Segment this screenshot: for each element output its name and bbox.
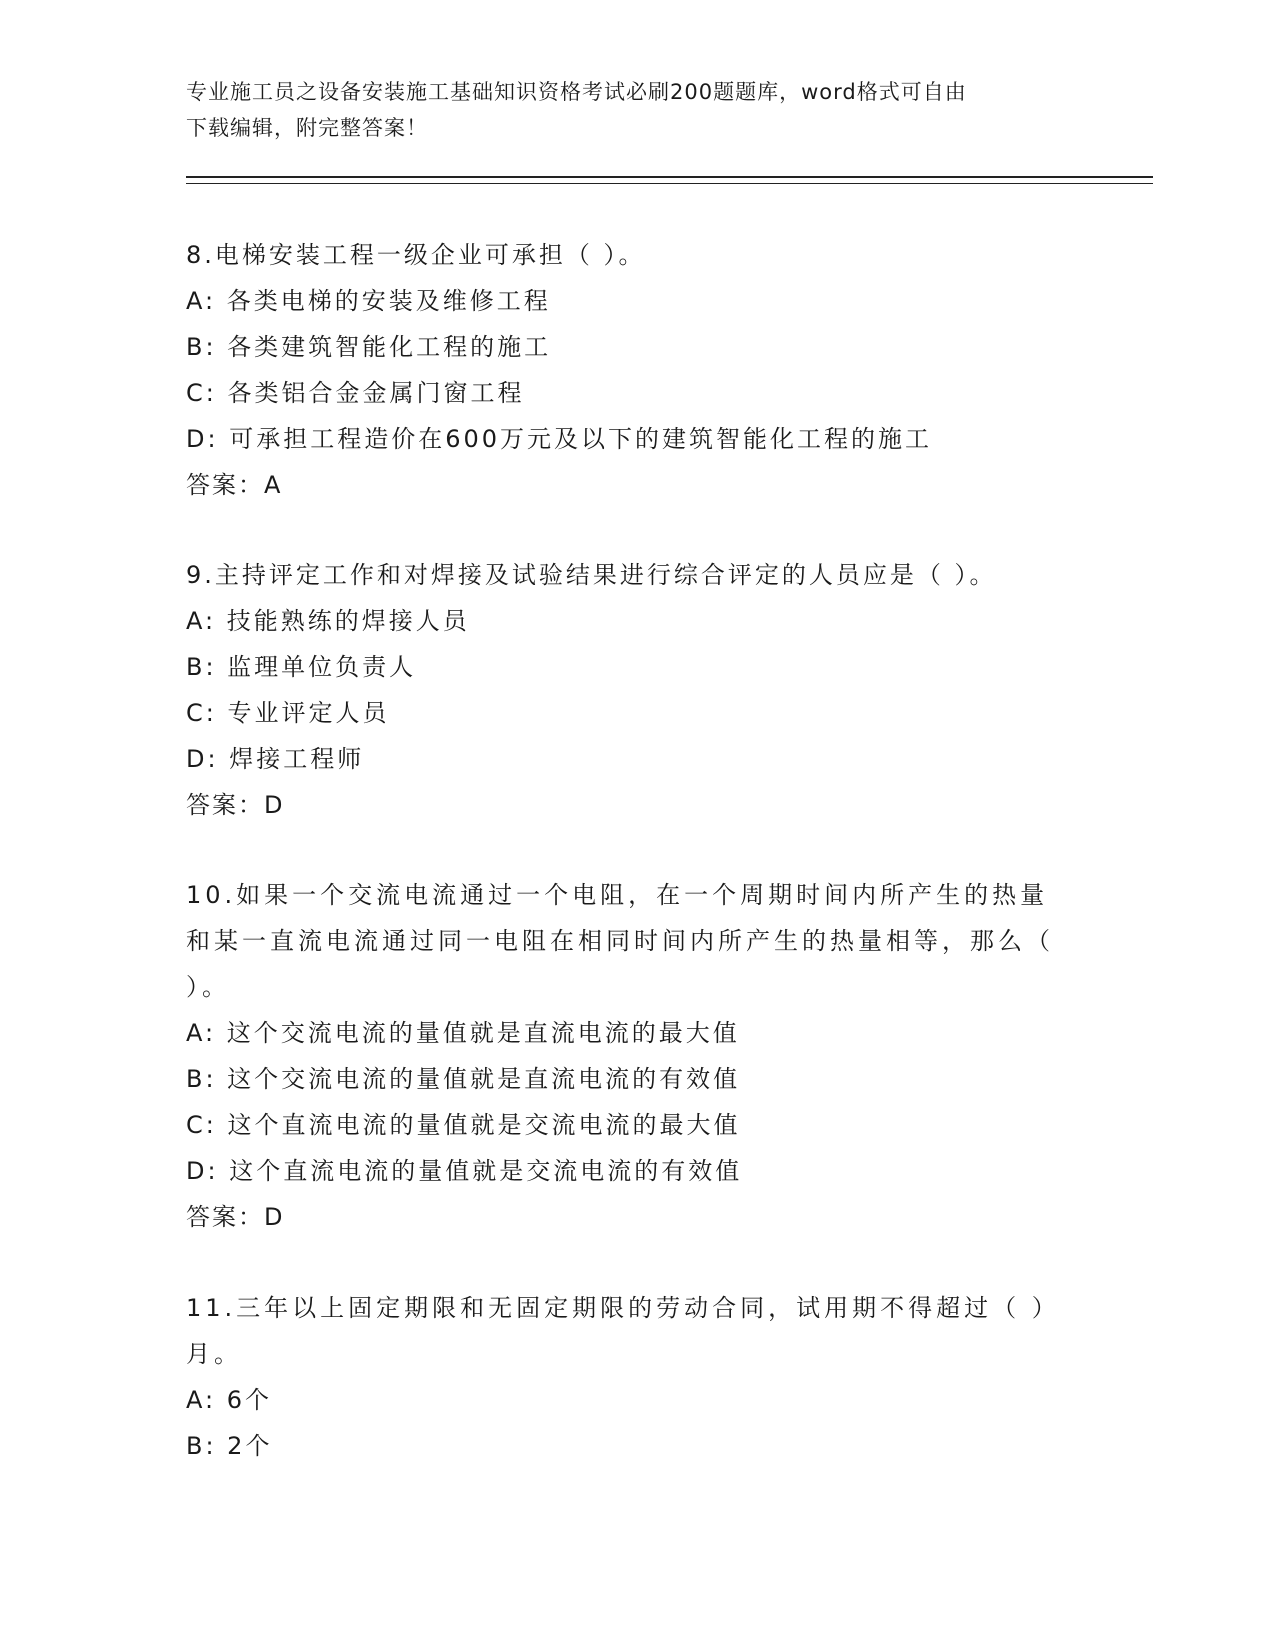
option-a: A: 各类电梯的安装及维修工程 xyxy=(186,287,551,315)
option-a: A: 6个 xyxy=(186,1386,272,1414)
option-d: D: 焊接工程师 xyxy=(186,745,365,773)
question-8 xyxy=(186,232,1106,508)
question-stem: 8.电梯安装工程一级企业可承担（ ）。 xyxy=(186,241,646,269)
document-header xyxy=(186,74,1086,146)
option-b: B: 2个 xyxy=(186,1432,273,1460)
answer: 答案：D xyxy=(186,791,285,819)
option-d: D: 这个直流电流的量值就是交流电流的有效值 xyxy=(186,1157,743,1185)
question-stem: 11.三年以上固定期限和无固定期限的劳动合同，试用期不得超过（ ）月。 xyxy=(186,1294,1060,1368)
option-b: B: 监理单位负责人 xyxy=(186,653,417,681)
option-b: B: 各类建筑智能化工程的施工 xyxy=(186,333,552,361)
question-stem: 10.如果一个交流电流通过一个电阻，在一个周期时间内所产生的热量和某一直流电流通过同一电阻在相同时间内所产生的热量相等，那么（ ）。 xyxy=(186,881,1054,1001)
header-title-line-2: 下载编辑，附完整答案！ xyxy=(186,116,428,140)
question-9 xyxy=(186,552,1106,828)
answer: 答案：A xyxy=(186,471,283,499)
option-d: D: 可承担工程造价在600万元及以下的建筑智能化工程的施工 xyxy=(186,425,933,453)
option-c: C: 这个直流电流的量值就是交流电流的最大值 xyxy=(186,1111,741,1139)
answer: 答案：D xyxy=(186,1203,285,1231)
question-11 xyxy=(186,1285,1106,1469)
option-a: A: 技能熟练的焊接人员 xyxy=(186,607,470,635)
option-c: C: 专业评定人员 xyxy=(186,699,390,727)
option-b: B: 这个交流电流的量值就是直流电流的有效值 xyxy=(186,1065,741,1093)
question-10 xyxy=(186,872,1106,1240)
question-stem: 9.主持评定工作和对焊接及试验结果进行综合评定的人员应是（ ）。 xyxy=(186,561,997,589)
option-c: C: 各类铝合金金属门窗工程 xyxy=(186,379,525,407)
header-title-line-1: 专业施工员之设备安装施工基础知识资格考试必刷200题题库，word格式可自由 xyxy=(186,80,967,104)
option-a: A: 这个交流电流的量值就是直流电流的最大值 xyxy=(186,1019,740,1047)
header-divider xyxy=(186,176,1153,184)
